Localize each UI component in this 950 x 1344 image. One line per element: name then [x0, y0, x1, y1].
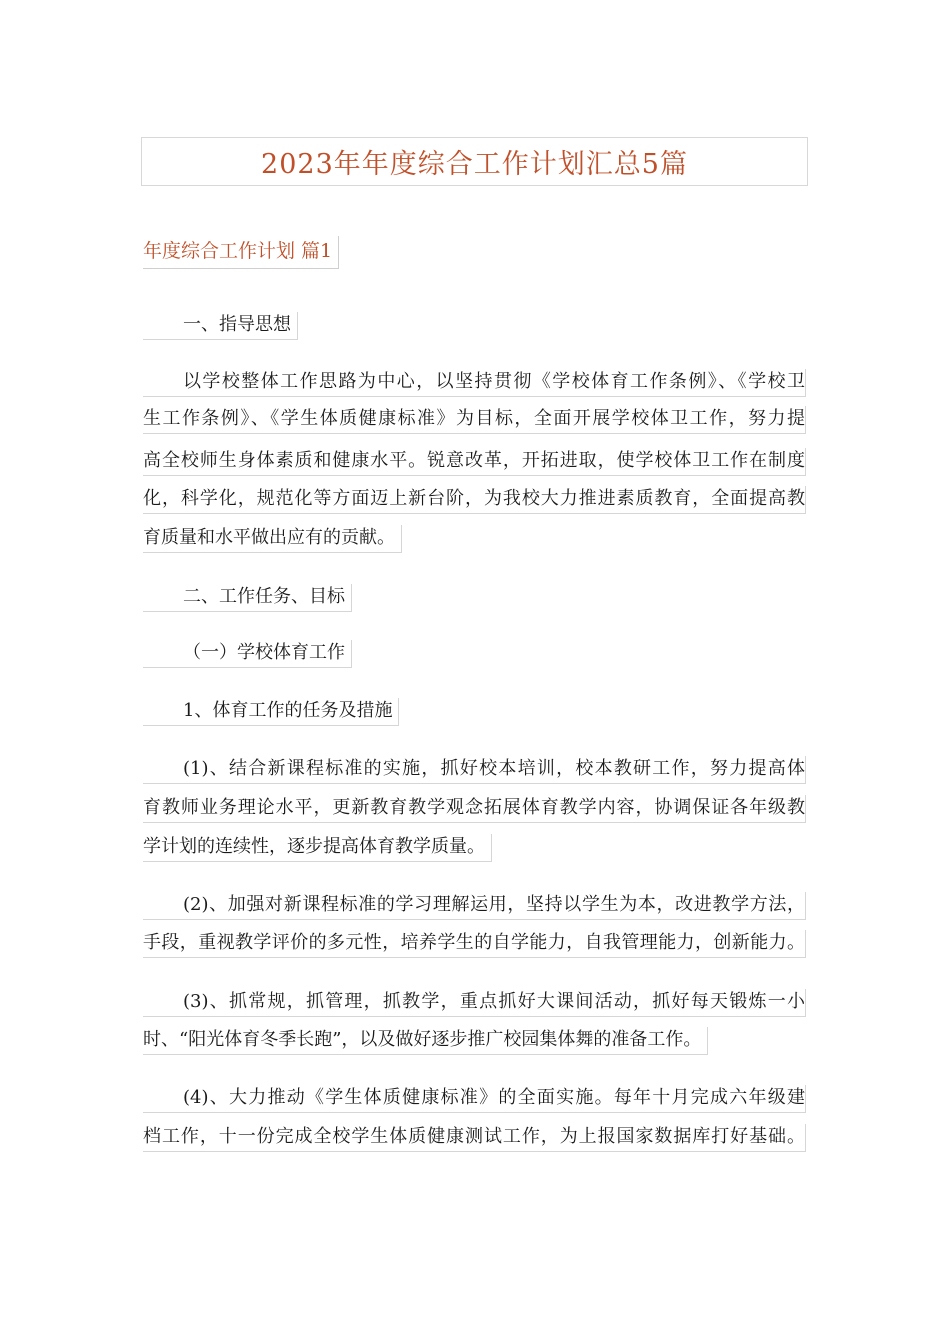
heading-guiding-ideology: 一、指导思想	[143, 312, 298, 340]
item-2-line: (2)、加强对新课程标准的学习理解运用，坚持以学生为本，改进教学方法，	[143, 892, 806, 920]
item-1-line: 学计划的连续性，逐步提高体育教学质量。	[143, 834, 492, 862]
paragraph-line: 高全校师生身体素质和健康水平。锐意改革，开拓进取，使学校体卫工作在制度	[143, 448, 806, 476]
paragraph-line: 生工作条例》、《学生体质健康标准》为目标，全面开展学校体卫工作，努力提	[143, 406, 806, 434]
document-title: 2023年年度综合工作计划汇总5篇	[141, 137, 808, 186]
heading-tasks-goals: 二、工作任务、目标	[143, 584, 352, 612]
item-4-line: (4)、大力推动《学生体质健康标准》的全面实施。每年十月完成六年级建	[143, 1085, 806, 1113]
item-4-line: 档工作，十一份完成全校学生体质健康测试工作，为上报国家数据库打好基础。	[143, 1124, 806, 1152]
item-3-line: 时、“阳光体育冬季长跑”，以及做好逐步推广校园集体舞的准备工作。	[143, 1027, 708, 1055]
paragraph-line: 育质量和水平做出应有的贡献。	[143, 525, 402, 553]
heading-pe-measures: 1、体育工作的任务及措施	[143, 698, 399, 726]
item-3-line: (3)、抓常规，抓管理，抓教学，重点抓好大课间活动，抓好每天锻炼一小	[143, 989, 806, 1017]
section-heading: 年度综合工作计划 篇1	[143, 236, 339, 269]
paragraph-line: 化，科学化，规范化等方面迈上新台阶，为我校大力推进素质教育，全面提高教	[143, 486, 806, 514]
heading-school-pe: （一）学校体育工作	[143, 640, 352, 668]
item-2-line: 手段，重视教学评价的多元性，培养学生的自学能力，自我管理能力，创新能力。	[143, 930, 806, 958]
item-1-line: (1)、结合新课程标准的实施，抓好校本培训，校本教研工作，努力提高体	[143, 756, 806, 784]
paragraph-line: 以学校整体工作思路为中心，以坚持贯彻《学校体育工作条例》、《学校卫	[143, 369, 806, 397]
item-1-line: 育教师业务理论水平，更新教育教学观念拓展体育教学内容，协调保证各年级教	[143, 795, 806, 823]
